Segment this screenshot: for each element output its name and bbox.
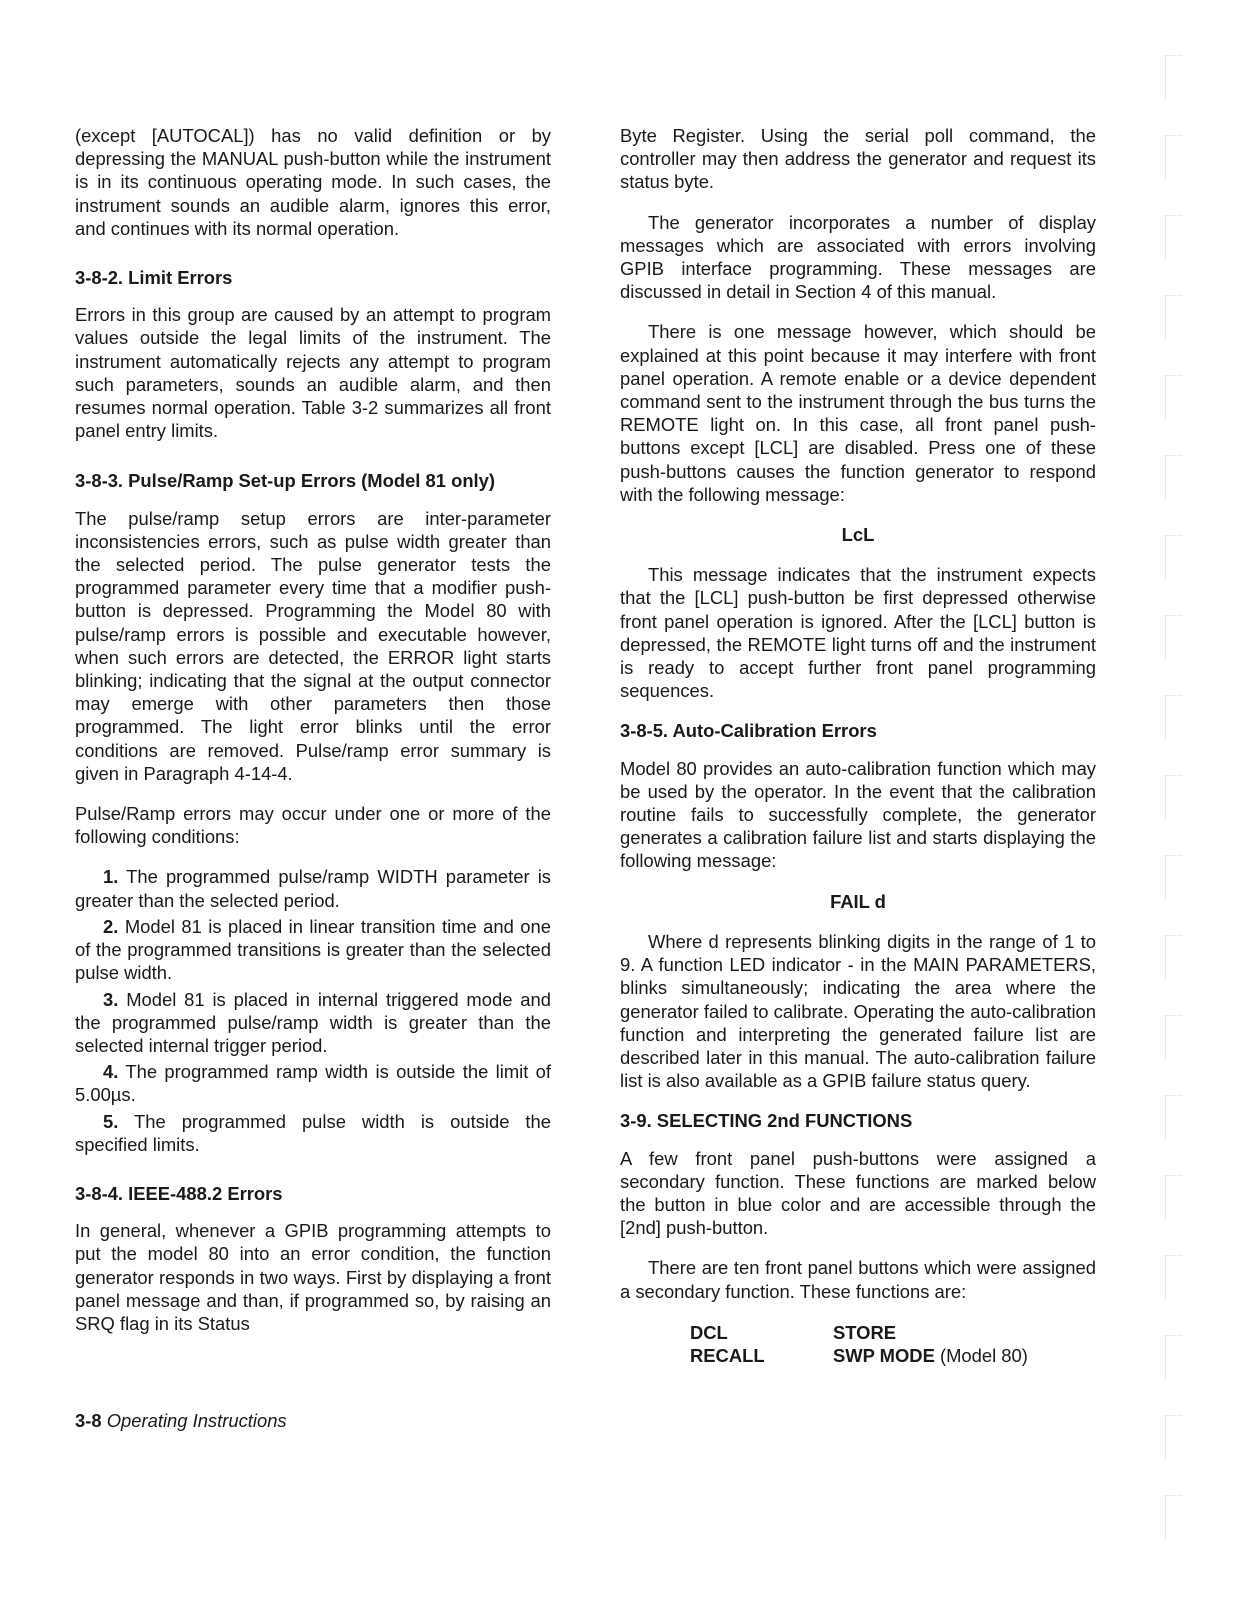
binding-mark [1165, 1095, 1182, 1140]
display-message-lcl: LcL [841, 524, 875, 546]
heading-limit-errors: 3-8-2. Limit Errors [75, 267, 233, 289]
list-item: 4. The programmed ramp width is outside the limit of 5.00µs. [75, 1061, 552, 1106]
page-number: 3-8 [75, 1410, 102, 1431]
function-name: SWP MODE (Model 80) [833, 1344, 1028, 1366]
list-item: 1. The programmed pulse/ramp WIDTH parameter is greater than the selected period. [75, 866, 551, 911]
binding-mark [1165, 375, 1182, 420]
conditions-list [75, 865, 551, 1155]
display-message-fail: FAIL d [830, 890, 886, 912]
paragraph-intro: (except [AUTOCAL]) has no valid definition or by depressing the MANUAL push-button while the instrument is in its continuous operating mode. In such cases, the instrument sounds an audible alarm, ignores this error, and continues with its normal operation. [75, 125, 551, 239]
binding-mark [1165, 775, 1182, 820]
paragraph-pulse-ramp-errors: The pulse/ramp setup errors are inter-parameter inconsistencies errors, such as pulse width greater than the selected period. The pulse generator tests the programmed parameter every time that a modifier push-button is depressed. Programming the Model 80 with pulse/ramp errors is possible and executable however, when such errors are detected, the ERROR light starts blinking; indicating that the signal at the output connector may emerge with other parameters then those programmed. The light error blinks until the error conditions are removed. Pulse/ramp error summary is given in Paragraph 4-14-4. [75, 507, 551, 784]
binding-mark [1165, 695, 1182, 740]
function-name: DCL [690, 1321, 728, 1343]
binding-mark [1165, 1175, 1182, 1220]
list-item: 5. The programmed pulse width is outside the specified limits. [75, 1110, 551, 1155]
binding-mark [1165, 135, 1182, 180]
binding-mark [1165, 295, 1182, 340]
paragraph-ten-buttons: There are ten front panel buttons which were assigned a secondary function. These functions are: [620, 1257, 1096, 1302]
binding-mark [1165, 455, 1182, 500]
section-title: Operating Instructions [106, 1410, 287, 1431]
paragraph-ieee-errors: In general, whenever a GPIB programming attempts to put the model 80 into an error condition, the function generator responds in two ways. First by displaying a front panel message and than, if programmed so, by raising an SRQ flag in its Status [75, 1220, 551, 1334]
paragraph-display-messages: The generator incorporates a number of display messages which are associated with errors involving GPIB interface programming. These messages are discussed in detail in Section 4 of this manual. [620, 211, 1096, 303]
paragraph-lcl: This message indicates that the instrument expects that the [LCL] push-button be first depressed otherwise front panel operation is ignored. After the [LCL] button is depressed, the REMOTE light turns off and the instrument is ready to accept further front panel programming sequences. [620, 564, 1096, 702]
binding-mark [1165, 855, 1182, 900]
left-column [75, 124, 551, 1335]
binding-mark [1165, 1495, 1182, 1540]
list-item: 2. Model 81 is placed in linear transition time and one of the programmed transitions is greater than the selected pulse width. [75, 915, 551, 984]
paragraph-limit-errors: Errors in this group are caused by an attempt to program values outside the legal limits of the instrument. The instrument automatically rejects any attempt to program such parameters, sounds an audible alarm, and then resumes normal operation. Table 3-2 summarizes all front panel entry limits. [75, 304, 551, 442]
paragraph-remote-message: There is one message however, which should be explained at this point because it may interfere with front panel operation. A remote enable or a device dependent command sent to the instrument through the bus turns the REMOTE light on. In this case, all front panel push-buttons except [LCL] are disabled. Press one of these push-buttons causes the function generator to respond with the following message: [620, 321, 1096, 505]
heading-2nd-functions: 3-9. SELECTING 2nd FUNCTIONS [620, 1110, 913, 1132]
binding-mark [1165, 215, 1182, 260]
function-row [690, 1344, 1096, 1367]
paragraph-2nd-functions: A few front panel push-buttons were assigned a secondary function. These functions are marked below the button in blue color and are accessible through the [2nd] push-button. [620, 1147, 1096, 1239]
paragraph-conditions: Pulse/Ramp errors may occur under one or more of the following conditions: [75, 803, 551, 848]
binding-mark [1165, 615, 1182, 660]
list-item: 3. Model 81 is placed in internal triggered mode and the programmed pulse/ramp width is greater than the selected internal trigger period. [75, 988, 551, 1056]
binding-mark [1165, 1015, 1182, 1060]
heading-autocal-errors: 3-8-5. Auto-Calibration Errors [620, 720, 877, 742]
paragraph-autocal: Model 80 provides an auto-calibration function which may be used by the operator. In the event that the calibration routine fails to successfully complete, the generator generates a calibration failure list and starts displaying the following message: [620, 757, 1096, 872]
binding-mark [1165, 935, 1182, 980]
heading-pulse-ramp-errors: 3-8-3. Pulse/Ramp Set-up Errors (Model 81 only) [75, 470, 496, 492]
heading-ieee-errors: 3-8-4. IEEE-488.2 Errors [75, 1182, 283, 1204]
page-footer [75, 1410, 287, 1432]
paragraph-status-byte: Byte Register. Using the serial poll command, the controller may then address the generator and request its status byte. [620, 125, 1096, 193]
right-column [620, 124, 1096, 1367]
function-name: RECALL [690, 1344, 765, 1366]
binding-mark [1165, 1415, 1182, 1460]
binding-mark [1165, 1255, 1182, 1300]
paragraph-fail: Where d represents blinking digits in the range of 1 to 9. A function LED indicator - in the MAIN PARAMETERS, blinks simultaneously; indicating the area where the generator failed to calibrate. Operating the auto-calibration function and interpreting the generated failure list are described later in this manual. The auto-calibration failure list is also available as a GPIB failure status query. [620, 930, 1096, 1092]
function-name: STORE [833, 1321, 897, 1343]
binding-mark [1165, 1335, 1182, 1380]
binding-edge-marks [1165, 55, 1195, 1555]
binding-mark [1165, 55, 1182, 100]
binding-mark [1165, 535, 1182, 580]
secondary-functions-table [690, 1321, 1096, 1367]
function-row [690, 1321, 1096, 1344]
